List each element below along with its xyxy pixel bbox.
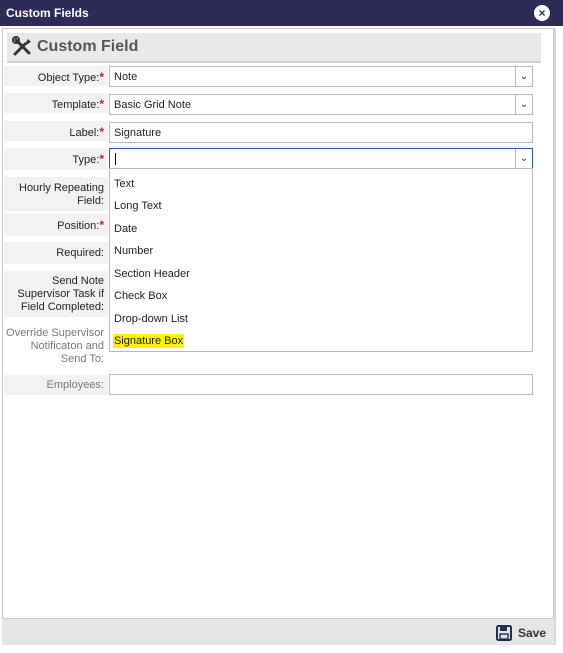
type-option-long-text[interactable]: Long Text bbox=[114, 200, 162, 212]
type-option-signature-box[interactable]: Signature Box bbox=[114, 335, 184, 347]
employees-input[interactable] bbox=[109, 374, 533, 395]
chevron-down-icon[interactable]: ⌄ bbox=[515, 95, 532, 114]
window-titlebar bbox=[0, 0, 563, 26]
text-caret bbox=[115, 153, 116, 165]
type-combobox[interactable] bbox=[109, 148, 533, 170]
label-input-value: Signature bbox=[114, 127, 162, 139]
type-option-number[interactable]: Number bbox=[114, 245, 154, 257]
panel-header bbox=[7, 33, 541, 63]
window-title: Custom Fields bbox=[6, 6, 89, 20]
type-option-text[interactable]: Text bbox=[114, 178, 135, 190]
object-type-select[interactable] bbox=[109, 66, 533, 87]
type-option-check-box[interactable]: Check Box bbox=[114, 290, 168, 302]
save-label: Save bbox=[518, 626, 547, 640]
panel-edge bbox=[554, 28, 556, 645]
chevron-down-icon[interactable]: ⌄ bbox=[515, 67, 532, 86]
footer-bar bbox=[2, 618, 554, 645]
object-type-label: Object Type:* bbox=[37, 70, 104, 84]
employees-label: Employees: bbox=[46, 379, 104, 391]
floppy-disk-icon bbox=[496, 625, 512, 641]
label-input[interactable] bbox=[109, 122, 533, 143]
send-note-label: Send Note Supervisor Task if Field Completed: bbox=[17, 275, 104, 313]
template-label: Template:* bbox=[51, 97, 104, 111]
object-type-value: Note bbox=[114, 71, 138, 83]
label-field-label: Label:* bbox=[69, 125, 104, 139]
template-select[interactable] bbox=[109, 94, 533, 115]
type-option-drop-down-list[interactable]: Drop-down List bbox=[114, 313, 188, 325]
type-option-section-header[interactable]: Section Header bbox=[114, 268, 190, 280]
type-label: Type:* bbox=[72, 152, 104, 166]
position-label: Position:* bbox=[57, 218, 104, 232]
chevron-down-icon[interactable]: ⌄ bbox=[515, 149, 532, 169]
override-label: Override Supervisor Notificaton and Send To: bbox=[6, 327, 104, 365]
type-dropdown-list bbox=[109, 168, 533, 352]
type-option-date[interactable]: Date bbox=[114, 223, 138, 235]
close-icon: × bbox=[538, 6, 546, 20]
template-value: Basic Grid Note bbox=[114, 99, 192, 111]
tools-icon bbox=[11, 36, 33, 58]
required-label: Required: bbox=[56, 247, 104, 259]
panel-title: Custom Field bbox=[37, 38, 139, 55]
close-button[interactable] bbox=[534, 5, 550, 21]
hourly-repeating-label: Hourly Repeating Field: bbox=[19, 182, 104, 207]
